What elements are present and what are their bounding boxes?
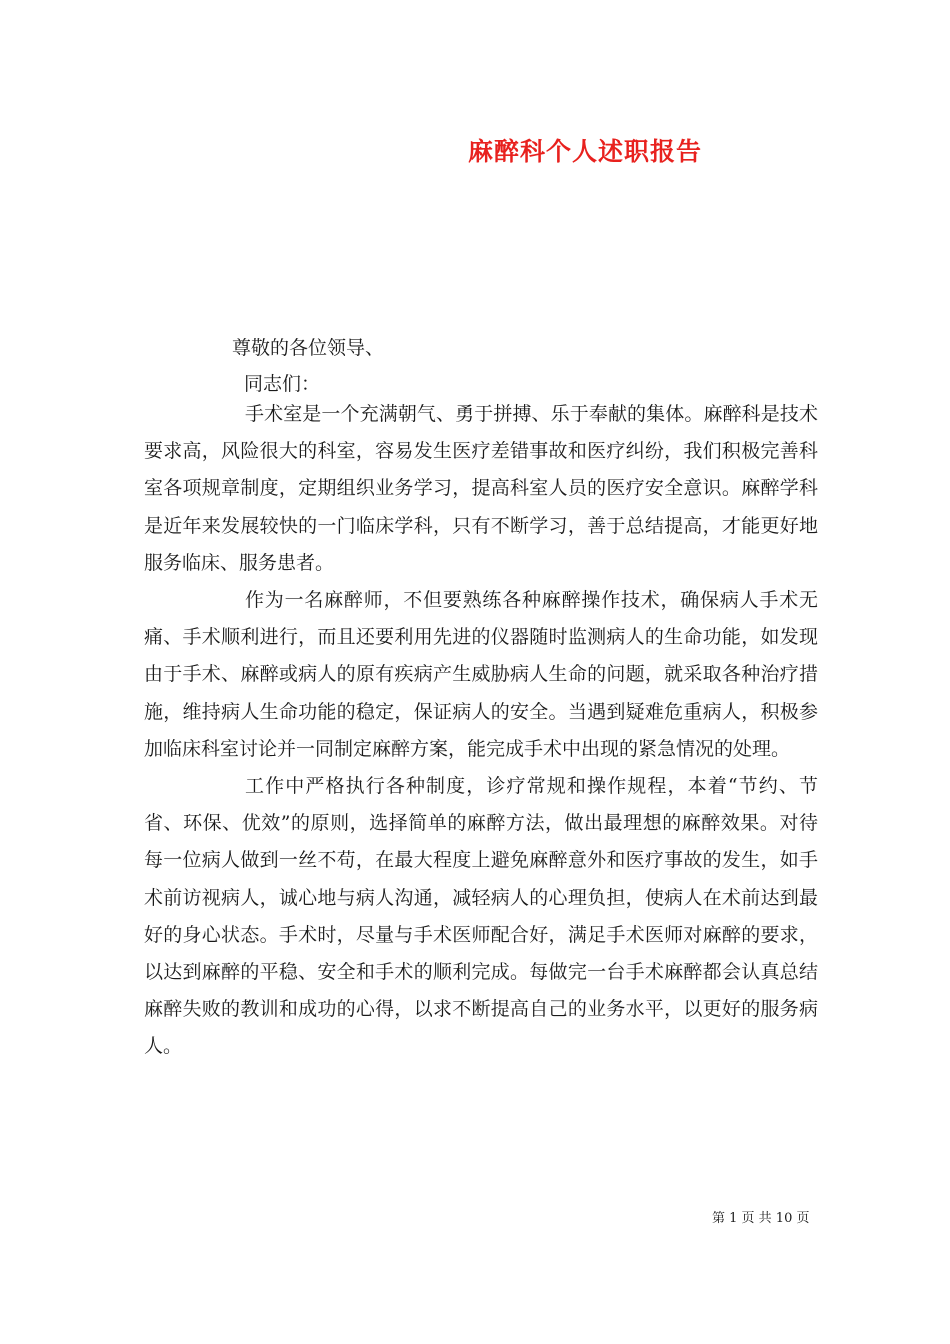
document-title: 麻醉科个人述职报告 <box>468 137 703 166</box>
document-body <box>144 396 818 1066</box>
page-footer: 第 1 页 共 10 页 <box>712 1211 810 1226</box>
greeting-line-1: 尊敬的各位领导、 <box>232 337 385 359</box>
paragraph-3: 工作中严格执行各种制度，诊疗常规和操作规程，本着“节约、节省、环保、优效”的原则，选择简单的麻醉方法，做出最理想的麻醉效果。对待每一位病人做到一丝不苟，在最大程度上避免麻醉意外和医疗事故的发生，如手术前访视病人，诚心地与病人沟通，减轻病人的心理负担，使病人在术前达到最好的身心状态。手术时，尽量与手术医师配合好，满足手术医师对麻醉的要求，以达到麻醉的平稳、安全和手术的顺利完成。每做完一台手术麻醉都会认真总结麻醉失败的教训和成功的心得，以求不断提高自己的业务水平，以更好的服务病人。 <box>144 775 818 1058</box>
greeting-line-2: 同志们： <box>244 373 321 395</box>
paragraph-2: 作为一名麻醉师，不但要熟练各种麻醉操作技术，确保病人手术无痛、手术顺利进行，而且还要利用先进的仪器随时监测病人的生命功能，如发现由于手术、麻醉或病人的原有疾病产生威胁病人生命的问题，就采取各种治疗措施，维持病人生命功能的稳定，保证病人的安全。当遇到疑难危重病人，积极参加临床科室讨论并一同制定麻醉方案，能完成手术中出现的紧急情况的处理。 <box>144 589 818 760</box>
paragraph-1: 手术室是一个充满朝气、勇于拼搏、乐于奉献的集体。麻醉科是技术要求高，风险很大的科室，容易发生医疗差错事故和医疗纠纷，我们积极完善科室各项规章制度，定期组织业务学习，提高科室人员的医疗安全意识。麻醉学科是近年来发展较快的一门临床学科，只有不断学习，善于总结提高，才能更好地服务临床、服务患者。 <box>144 403 818 574</box>
